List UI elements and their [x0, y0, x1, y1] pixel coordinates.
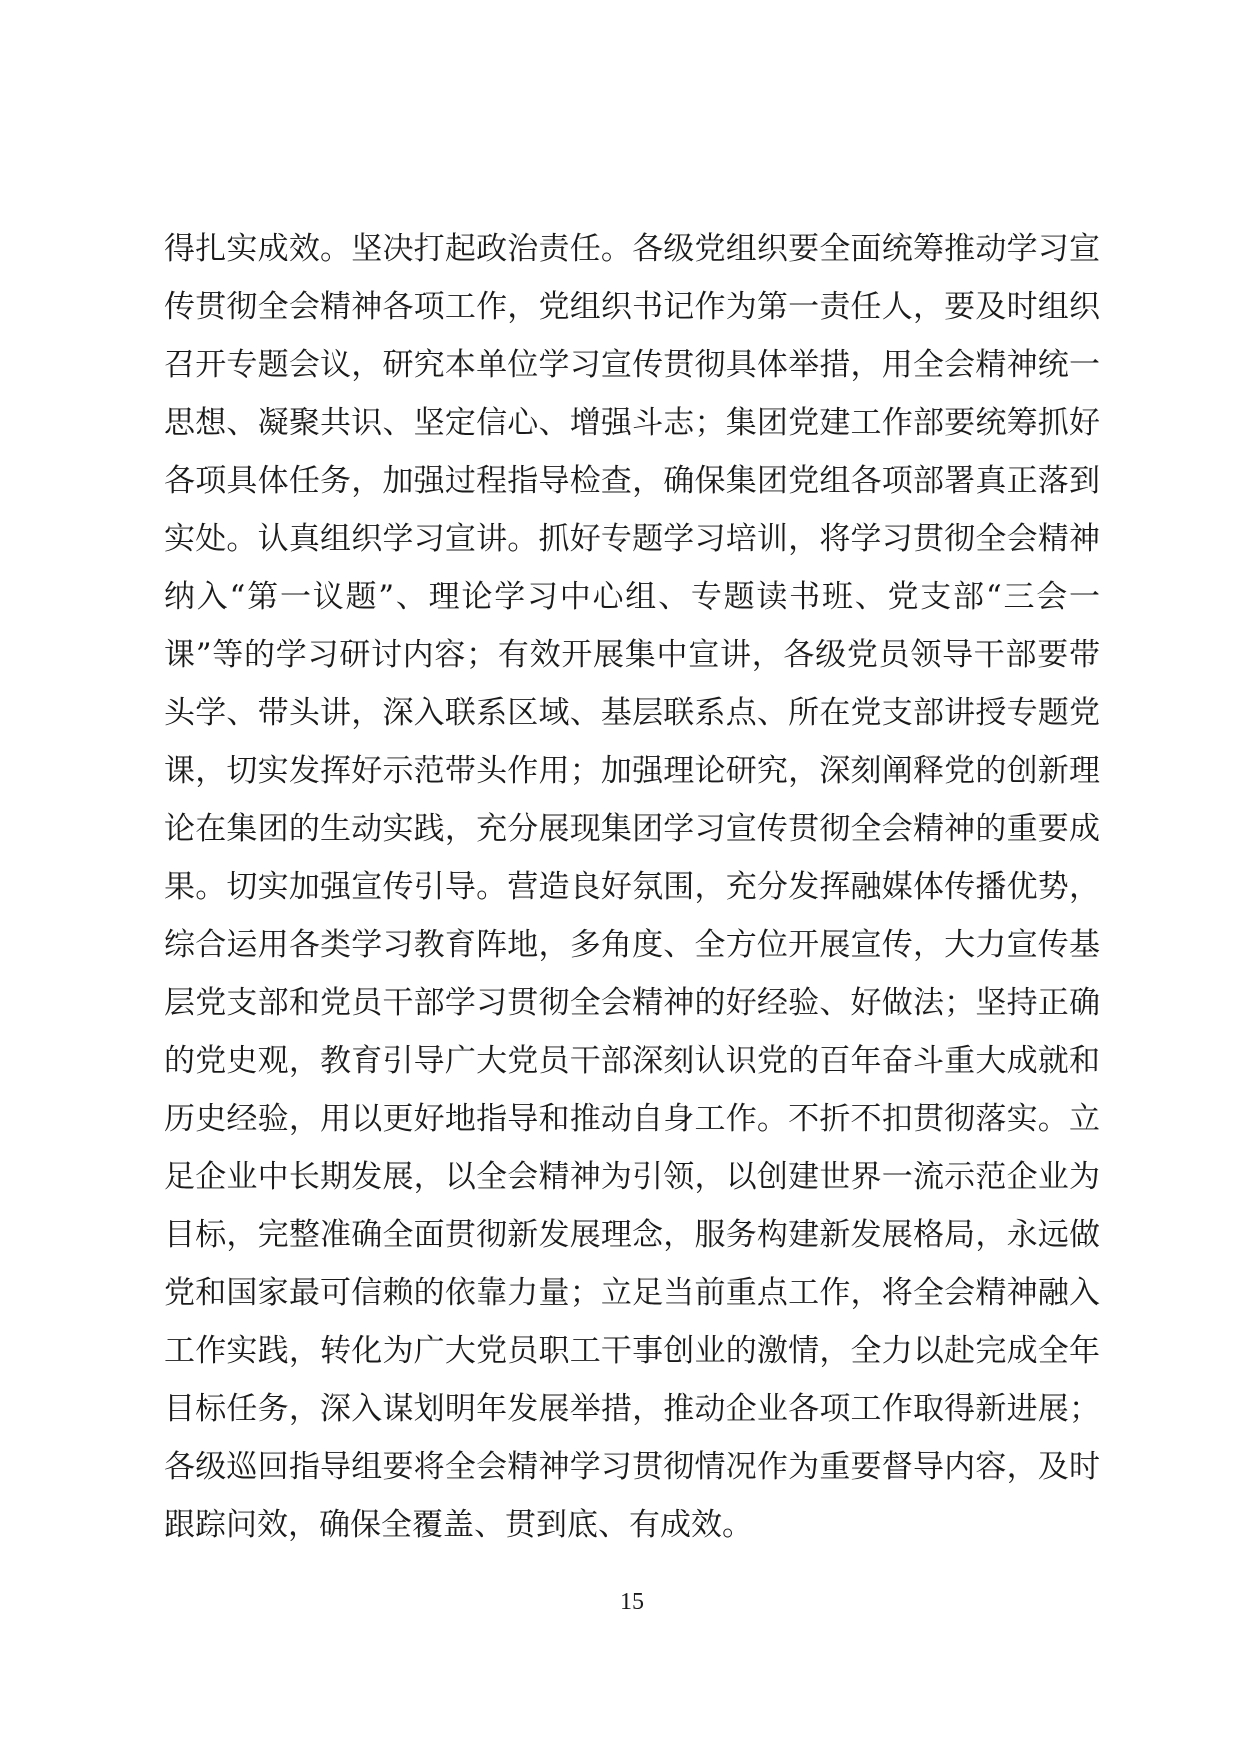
body-line: 得扎实成效。坚决打起政治责任。各级党组织要全面统筹推动学习宣 — [164, 231, 1100, 267]
body-line: 足企业中长期发展，以全会精神为引领，以创建世界一流示范企业为 — [164, 1159, 1100, 1195]
body-line: 的党史观，教育引导广大党员干部深刻认识党的百年奋斗重大成就和 — [164, 1043, 1100, 1079]
body-line: 党和国家最可信赖的依靠力量；立足当前重点工作，将全会精神融入 — [164, 1275, 1100, 1311]
body-line: 各项具体任务，加强过程指导检查，确保集团党组各项部署真正落到 — [164, 463, 1100, 499]
body-line-last: 跟踪问效，确保全覆盖、贯到底、有成效。 — [164, 1507, 753, 1543]
body-line: 课”等的学习研讨内容；有效开展集中宣讲，各级党员领导干部要带 — [164, 637, 1100, 673]
body-line: 目标任务，深入谋划明年发展举措，推动企业各项工作取得新进展； — [164, 1391, 1100, 1427]
body-line: 各级巡回指导组要将全会精神学习贯彻情况作为重要督导内容，及时 — [164, 1449, 1100, 1485]
body-line: 头学、带头讲，深入联系区域、基层联系点、所在党支部讲授专题党 — [164, 695, 1100, 731]
body-line: 召开专题会议，研究本单位学习宣传贯彻具体举措，用全会精神统一 — [164, 347, 1100, 383]
body-line: 课，切实发挥好示范带头作用；加强理论研究，深刻阐释党的创新理 — [164, 753, 1100, 789]
body-line: 纳入“第一议题”、理论学习中心组、专题读书班、党支部“三会一 — [164, 579, 1100, 615]
body-line: 传贯彻全会精神各项工作，党组织书记作为第一责任人，要及时组织 — [164, 289, 1100, 325]
body-line: 综合运用各类学习教育阵地，多角度、全方位开展宣传，大力宣传基 — [164, 927, 1100, 963]
body-line: 实处。认真组织学习宣讲。抓好专题学习培训，将学习贯彻全会精神 — [164, 521, 1100, 557]
body-line: 果。切实加强宣传引导。营造良好氛围，充分发挥融媒体传播优势， — [164, 869, 1100, 905]
body-line: 层党支部和党员干部学习贯彻全会精神的好经验、好做法；坚持正确 — [164, 985, 1100, 1021]
page-number: 15 — [620, 1589, 644, 1615]
body-line: 目标，完整准确全面贯彻新发展理念，服务构建新发展格局，永远做 — [164, 1217, 1100, 1253]
body-text — [164, 220, 1100, 1554]
body-line: 历史经验，用以更好地指导和推动自身工作。不折不扣贯彻落实。立 — [164, 1101, 1100, 1137]
body-line: 工作实践，转化为广大党员职工干事创业的激情，全力以赴完成全年 — [164, 1333, 1100, 1369]
body-line: 思想、凝聚共识、坚定信心、增强斗志；集团党建工作部要统筹抓好 — [164, 405, 1100, 441]
body-line: 论在集团的生动实践，充分展现集团学习宣传贯彻全会精神的重要成 — [164, 811, 1100, 847]
